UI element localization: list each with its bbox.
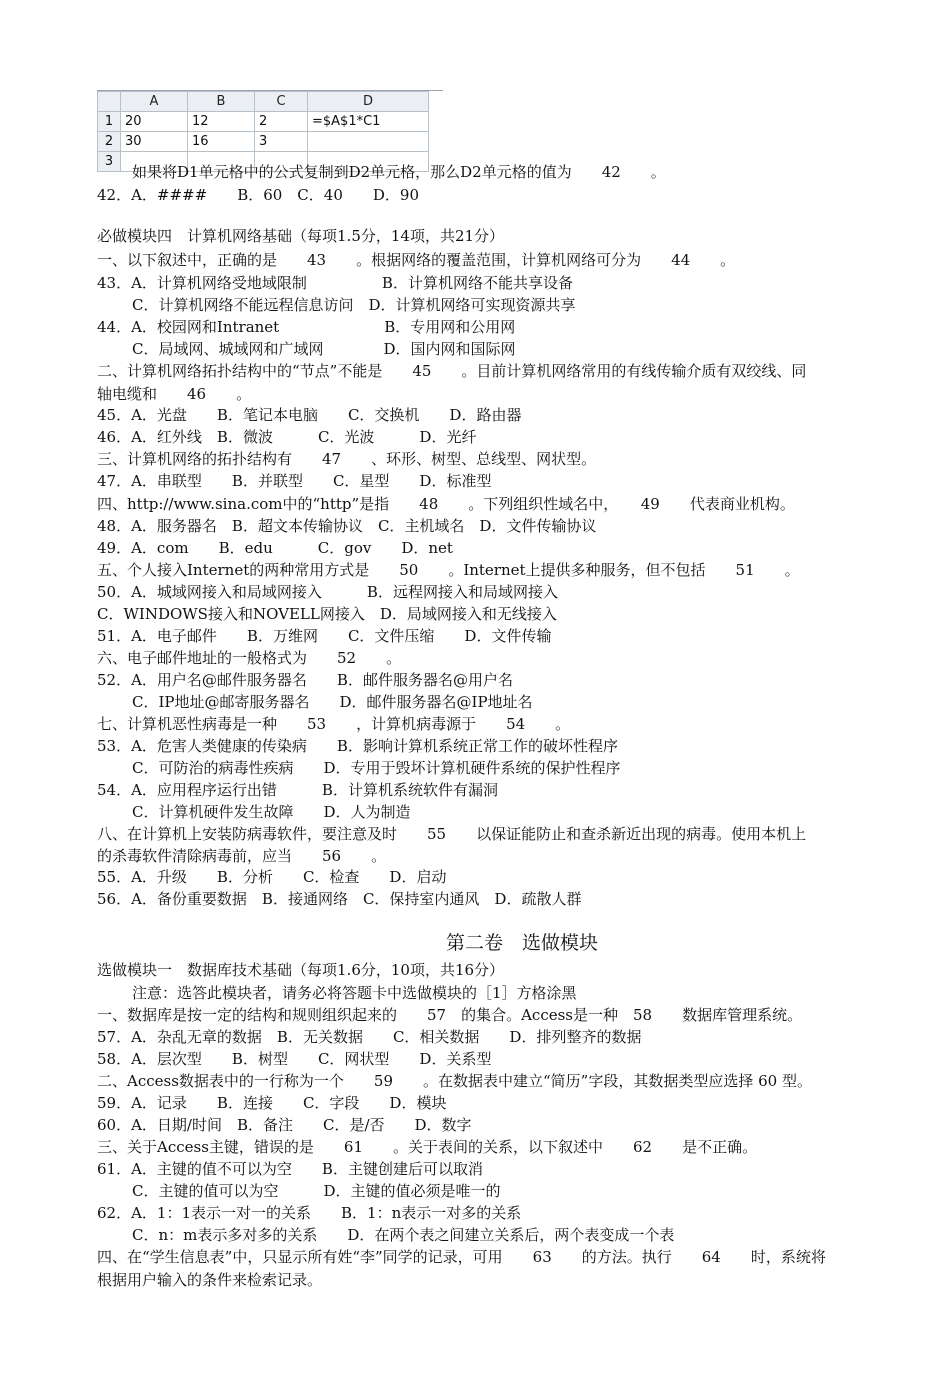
column-header-b: B <box>188 92 255 112</box>
answer-options: 61．A．主键的值不可以为空 B．主键创建后可以取消 <box>97 1160 483 1178</box>
question-text: 七、计算机恶性病毒是一种 53 ，计算机病毒源于 54 。 <box>97 715 571 733</box>
spreadsheet-image <box>97 90 443 169</box>
question-text: 三、关于Access主键，错误的是 61 。关于表间的关系，以下叙述中 62 是不正确。 <box>97 1138 758 1156</box>
answer-options: 51．A．电子邮件 B．万维网 C．文件压缩 D．文件传输 <box>97 627 552 645</box>
question-text: 一、以下叙述中，正确的是 43 。根据网络的覆盖范围，计算机网络可分为 44 。 <box>97 251 736 269</box>
answer-options: 48．A．服务器名 B．超文本传输协议 C．主机域名 D．文件传输协议 <box>97 517 597 535</box>
question-text: 八、在计算机上安装防病毒软件，要注意及时 55 以保证能防止和查杀新近出现的病毒。使用本机上 <box>97 825 807 843</box>
answer-options: 58．A．层次型 B．树型 C．网状型 D．关系型 <box>97 1050 492 1068</box>
row-number: 3 <box>98 152 121 172</box>
answer-options: C．IP地址@邮寄服务器名 D．邮件服务器名@IP地址名 <box>132 693 533 711</box>
answer-options: 52．A．用户名@邮件服务器名 B．邮件服务器名@用户名 <box>97 671 513 689</box>
question-text: 二、Access数据表中的一行称为一个 59 。在数据表中建立“简历”字段，其数据类型应选择 60 型。 <box>97 1072 812 1090</box>
answer-options: C．计算机硬件发生故障 D．人为制造 <box>132 803 411 821</box>
answer-options: 46．A．红外线 B．微波 C．光波 D．光纤 <box>97 428 477 446</box>
row-number: 2 <box>98 132 121 152</box>
answer-options: 47．A．串联型 B．并联型 C．星型 D．标准型 <box>97 472 492 490</box>
section-heading: 必做模块四 计算机网络基础（每项1.5分，14项，共21分） <box>97 227 505 245</box>
answer-options: 60．A．日期/时间 B．备注 C．是/否 D．数字 <box>97 1116 472 1134</box>
answer-options: 43．A．计算机网络受地域限制 B．计算机网络不能共享设备 <box>97 274 573 292</box>
answer-options: C．WINDOWS接入和NOVELL网接入 D．局域网接入和无线接入 <box>97 605 557 623</box>
answer-options: 44．A．校园网和Intranet B．专用网和公用网 <box>97 318 516 336</box>
question-text: 轴电缆和 46 。 <box>97 385 252 403</box>
answer-options: C．主键的值可以为空 D．主键的值必须是唯一的 <box>132 1182 501 1200</box>
column-header-d: D <box>308 92 429 112</box>
question-text: 三、计算机网络的拓扑结构有 47 、环形、树型、总线型、网状型。 <box>97 450 597 468</box>
cell-b1: 12 <box>188 112 255 132</box>
answer-options: 56．A．备份重要数据 B．接通网络 C．保持室内通风 D．疏散人群 <box>97 890 582 908</box>
answer-options: 55．A．升级 B．分析 C．检查 D．启动 <box>97 868 447 886</box>
question-text: 根据用户输入的条件来检索记录。 <box>97 1271 323 1289</box>
cell-d1: =$A$1*C1 <box>308 112 429 132</box>
cell-c1: 2 <box>255 112 308 132</box>
spreadsheet-row-1 <box>98 112 429 132</box>
answer-options: 59．A．记录 B．连接 C．字段 D．模块 <box>97 1094 447 1112</box>
answer-options: 49．A．com B．edu C．gov D．net <box>97 539 453 557</box>
cell-d2 <box>308 132 429 152</box>
header-corner <box>98 92 121 112</box>
spreadsheet-row-2 <box>98 132 429 152</box>
answer-options: 62．A．1：1表示一对一的关系 B．1：n表示一对多的关系 <box>97 1204 522 1222</box>
cell-a1: 20 <box>121 112 188 132</box>
cell-a2: 30 <box>121 132 188 152</box>
answer-options: C．可防治的病毒性疾病 D．专用于毁坏计算机硬件系统的保护性程序 <box>132 759 621 777</box>
answer-options: 53．A．危害人类健康的传染病 B．影响计算机系统正常工作的破坏性程序 <box>97 737 618 755</box>
question-text: 的杀毒软件清除病毒前，应当 56 。 <box>97 847 387 865</box>
part-two-title: 第二卷 选做模块 <box>446 932 599 954</box>
answer-options: 54．A．应用程序运行出错 B．计算机系统软件有漏洞 <box>97 781 498 799</box>
instruction-note: 注意：选答此模块者，请务必将答题卡中选做模块的［1］方格涂黑 <box>132 984 577 1002</box>
spreadsheet-header-row <box>98 92 429 112</box>
cell-c2: 3 <box>255 132 308 152</box>
answer-options: 57．A．杂乱无章的数据 B．无关数据 C．相关数据 D．排列整齐的数据 <box>97 1028 642 1046</box>
answer-options: 45．A．光盘 B．笔记本电脑 C．交换机 D．路由器 <box>97 406 522 424</box>
row-number: 1 <box>98 112 121 132</box>
answer-options: C．计算机网络不能远程信息访问 D．计算机网络可实现资源共享 <box>132 296 576 314</box>
spreadsheet-table <box>97 91 429 172</box>
question-text: 六、电子邮件地址的一般格式为 52 。 <box>97 649 402 667</box>
answer-options: 50．A．城域网接入和局域网接入 B．远程网接入和局域网接入 <box>97 583 558 601</box>
column-header-c: C <box>255 92 308 112</box>
answer-options: 42．A．#### B．60 C．40 D．90 <box>97 186 419 204</box>
question-text: 二、计算机网络拓扑结构中的“节点”不能是 45 。目前计算机网络常用的有线传输介质有双绞线、同 <box>97 362 807 380</box>
question-text: 四、http://www.sina.com中的“http”是指 48 。下列组织性域名中， 49 代表商业机构。 <box>97 495 795 513</box>
cell-b2: 16 <box>188 132 255 152</box>
question-text: 一、数据库是按一定的结构和规则组织起来的 57 的集合。Access是一种 58 数据库管理系统。 <box>97 1006 803 1024</box>
answer-options: C．局域网、城域网和广域网 D．国内网和国际网 <box>132 340 516 358</box>
column-header-a: A <box>121 92 188 112</box>
answer-options: C．n：m表示多对多的关系 D．在两个表之间建立关系后，两个表变成一个表 <box>132 1226 675 1244</box>
section-heading: 选做模块一 数据库技术基础（每项1.6分，10项，共16分） <box>97 961 505 979</box>
question-text: 五、个人接入Internet的两种常用方式是 50 。Internet上提供多种服务，但不包括 51 。 <box>97 561 800 579</box>
question-text: 如果将D1单元格中的公式复制到D2单元格，那么D2单元格的值为 42 。 <box>132 163 666 181</box>
question-text: 四、在“学生信息表”中，只显示所有姓“李”同学的记录，可用 63 的方法。执行 64 时，系统将 <box>97 1248 826 1266</box>
